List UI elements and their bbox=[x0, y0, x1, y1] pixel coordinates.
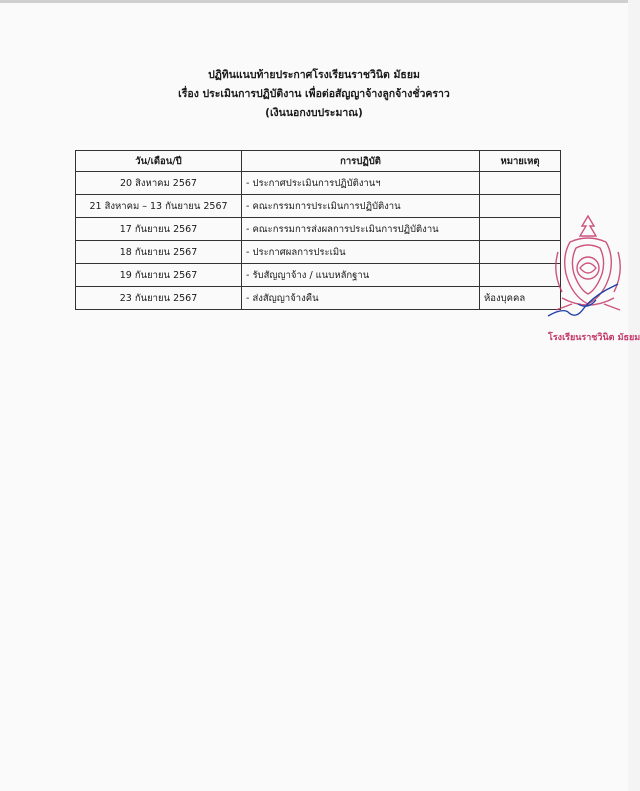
row-action: - คณะกรรมการประเมินการปฏิบัติงาน bbox=[242, 195, 480, 218]
header-note: หมายเหตุ bbox=[480, 151, 561, 172]
row-note: ห้องบุคคล bbox=[480, 287, 561, 310]
table-row bbox=[76, 172, 561, 195]
header-action: การปฏิบัติ bbox=[242, 151, 480, 172]
page-edge bbox=[0, 0, 628, 3]
document-budget-note: (เงินนอกงบประมาณ) bbox=[265, 107, 363, 119]
row-action: - ส่งสัญญาจ้างคืน bbox=[242, 287, 480, 310]
table-row bbox=[76, 241, 561, 264]
school-seal-stamp bbox=[548, 212, 640, 348]
table-row bbox=[76, 218, 561, 241]
row-date: 21 สิงหาคม – 13 กันยายน 2567 bbox=[76, 195, 242, 218]
seal-text: โรงเรียนราชวินิต มัธยม bbox=[548, 333, 640, 343]
row-date: 18 กันยายน 2567 bbox=[76, 241, 242, 264]
row-action: - ประกาศประเมินการปฏิบัติงานฯ bbox=[242, 172, 480, 195]
row-date: 23 กันยายน 2567 bbox=[76, 287, 242, 310]
row-note bbox=[480, 172, 561, 195]
document-header bbox=[0, 66, 628, 123]
row-action: - ประกาศผลการประเมิน bbox=[242, 241, 480, 264]
table-row bbox=[76, 287, 561, 310]
row-date: 20 สิงหาคม 2567 bbox=[76, 172, 242, 195]
header-date: วัน/เดือน/ปี bbox=[76, 151, 242, 172]
table-row bbox=[76, 195, 561, 218]
row-action: - รับสัญญาจ้าง / แนบหลักฐาน bbox=[242, 264, 480, 287]
seal-emblem-icon bbox=[548, 212, 628, 332]
table-header-row bbox=[76, 151, 561, 172]
row-date: 19 กันยายน 2567 bbox=[76, 264, 242, 287]
document-title: ปฏิทินแนบท้ายประกาศโรงเรียนราชวินิต มัธยม bbox=[208, 69, 420, 81]
document-subject: เรื่อง ประเมินการปฏิบัติงาน เพื่อต่อสัญญาจ้างลูกจ้างชั่วคราว bbox=[178, 88, 450, 100]
row-action: - คณะกรรมการส่งผลการประเมินการปฏิบัติงาน bbox=[242, 218, 480, 241]
row-date: 17 กันยายน 2567 bbox=[76, 218, 242, 241]
schedule-table bbox=[75, 150, 561, 310]
table-row bbox=[76, 264, 561, 287]
